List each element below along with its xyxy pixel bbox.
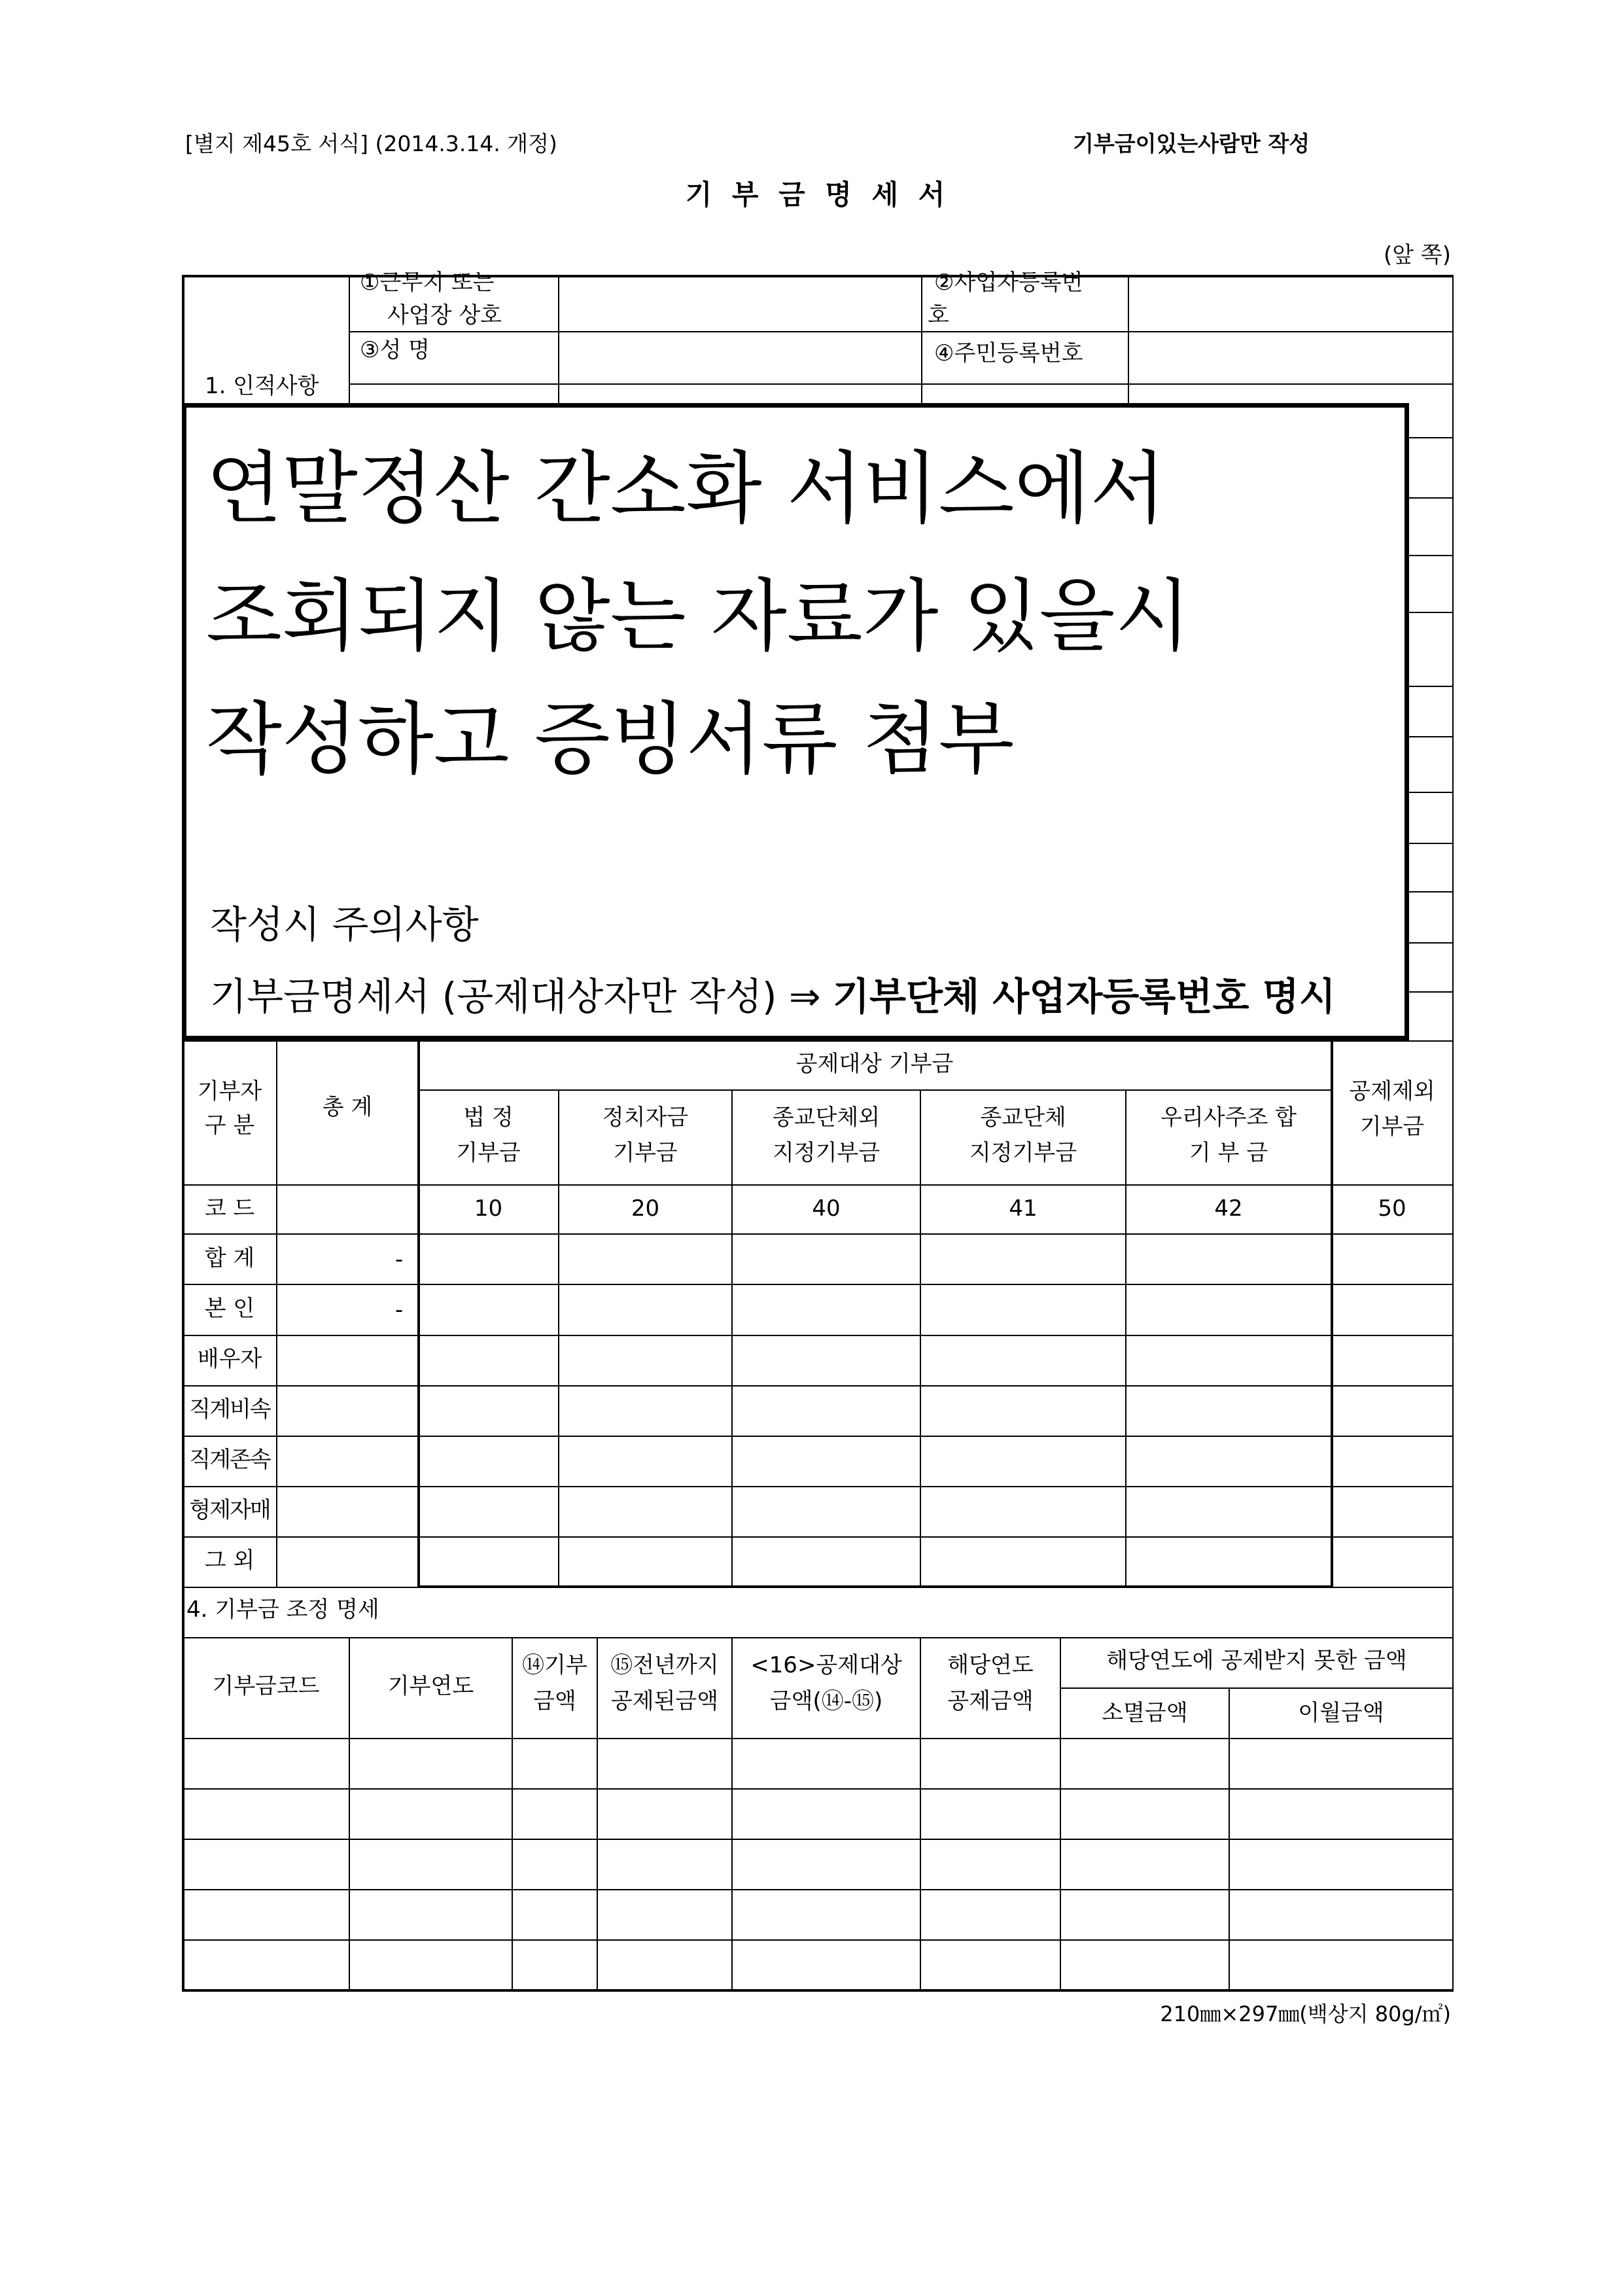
field-workplace-value[interactable] [560, 277, 920, 330]
col-giver-label-2: 구 분 [204, 1112, 255, 1139]
subcol-political-l2: 기부금 [613, 1140, 678, 1166]
row-descendants-label: 직계비속 [189, 1396, 270, 1422]
notice-overlay [182, 403, 1409, 1040]
col-prior-deducted: ⑮전년까지 [610, 1652, 719, 1678]
field-name-value[interactable] [560, 334, 920, 382]
field-workplace-label-2: 사업장 상호 [387, 302, 502, 328]
row-spouse-label: 배우자 [197, 1346, 262, 1372]
col-lapsed-amount: 소멸금액 [1102, 1700, 1188, 1726]
subcol-esop-l1: 우리사주조 합 [1161, 1104, 1297, 1131]
form-reference: [별지 제45호 서식] (2014.3.14. 개정) [185, 131, 557, 156]
field-business-number-label: ②사업자등록번 [934, 270, 1083, 296]
col-current-deduction-2: 공제금액 [947, 1688, 1034, 1714]
col-unclaimed-header: 해당연도에 공제받지 못한 금액 [1106, 1648, 1407, 1674]
col-donation-year: 기부연도 [387, 1673, 474, 1699]
code-50: 50 [1378, 1195, 1406, 1222]
field-resident-number-label: ④주민등록번호 [934, 340, 1083, 366]
field-business-number-value[interactable] [1130, 277, 1450, 330]
col-deductible-amount-2: 금액(⑭-⑮) [769, 1688, 883, 1714]
col-donation-code: 기부금코드 [212, 1673, 320, 1699]
table-right-border [1452, 275, 1454, 1992]
code-41: 41 [1009, 1195, 1038, 1222]
row-siblings-label: 형제자매 [189, 1497, 270, 1523]
subcol-political-l1: 정치자금 [602, 1104, 689, 1131]
col-excluded-label-2: 기부금 [1359, 1114, 1425, 1140]
row-ascendants-label: 직계존속 [189, 1447, 270, 1473]
notice-caution-text-plain: 기부금명세서 (공제대상자만 작성) ⇒ [210, 974, 833, 1019]
field-resident-number-value[interactable] [1130, 334, 1450, 382]
notice-caution-text [210, 974, 1336, 1019]
col-carryover-amount: 이월금액 [1298, 1700, 1384, 1726]
group-deductible-header: 공제대상 기부금 [795, 1051, 954, 1077]
section4-label: 4. 기부금 조정 명세 [186, 1597, 379, 1623]
field-business-number-label-2: 호 [928, 302, 949, 328]
row-total-amount: - [395, 1246, 404, 1273]
row-others-label: 그 외 [204, 1547, 255, 1574]
subcol-esop-l2: 기 부 금 [1189, 1140, 1268, 1166]
col-total-label: 총 계 [322, 1094, 373, 1120]
notice-line-2: 조회되지 않는 자료가 있을시 [206, 571, 1191, 662]
page-title: 기 부 금 명 세 서 [685, 179, 951, 211]
col-prior-deducted-2: 공제된금액 [610, 1688, 719, 1714]
paper-spec: 210㎜×297㎜(백상지 80g/㎡) [1160, 2002, 1451, 2026]
field-name-label: ③성 명 [360, 337, 430, 363]
subcol-religious-l1: 종교단체 [980, 1104, 1066, 1131]
section1-label: 1. 인적사항 [205, 373, 319, 399]
row-self-label: 본 인 [204, 1296, 255, 1322]
col-giver-label: 기부자 [197, 1078, 262, 1104]
notice-caution-text-bold: 기부단체 사업자등록번호 명시 [833, 974, 1336, 1019]
subcol-statutory-l1: 법 정 [463, 1104, 514, 1131]
col-current-deduction: 해당연도 [947, 1652, 1034, 1678]
page-side-label: (앞 쪽) [1383, 242, 1451, 268]
code-10: 10 [474, 1195, 503, 1222]
code-row-label: 코 드 [204, 1195, 255, 1222]
notice-line-3: 작성하고 증빙서류 첨부 [206, 694, 1015, 785]
col-donation-amount-2: 금액 [533, 1688, 576, 1714]
notice-caution-title: 작성시 주의사항 [210, 902, 479, 947]
subcol-religious-l2: 지정기부금 [969, 1140, 1077, 1166]
col-donation-amount: ⑭기부 [522, 1652, 587, 1678]
subcol-nonreligious-l1: 종교단체외 [772, 1104, 881, 1131]
field-workplace-label: ①근무지 또는 [360, 270, 495, 296]
subcol-nonreligious-l2: 지정기부금 [772, 1140, 881, 1166]
subcol-statutory-l2: 기부금 [456, 1140, 521, 1166]
notice-line-1: 연말정산 간소화 서비스에서 [206, 444, 1166, 535]
code-20: 20 [631, 1195, 660, 1222]
code-40: 40 [812, 1195, 841, 1222]
row-self-amount: - [395, 1297, 404, 1323]
col-deductible-amount: <16>공제대상 [750, 1652, 902, 1678]
row-total-label: 합 계 [204, 1245, 255, 1271]
col-excluded-label: 공제제외 [1349, 1078, 1435, 1104]
code-42: 42 [1214, 1195, 1243, 1222]
note-donors-only: 기부금이있는사람만 작성 [1073, 131, 1310, 156]
